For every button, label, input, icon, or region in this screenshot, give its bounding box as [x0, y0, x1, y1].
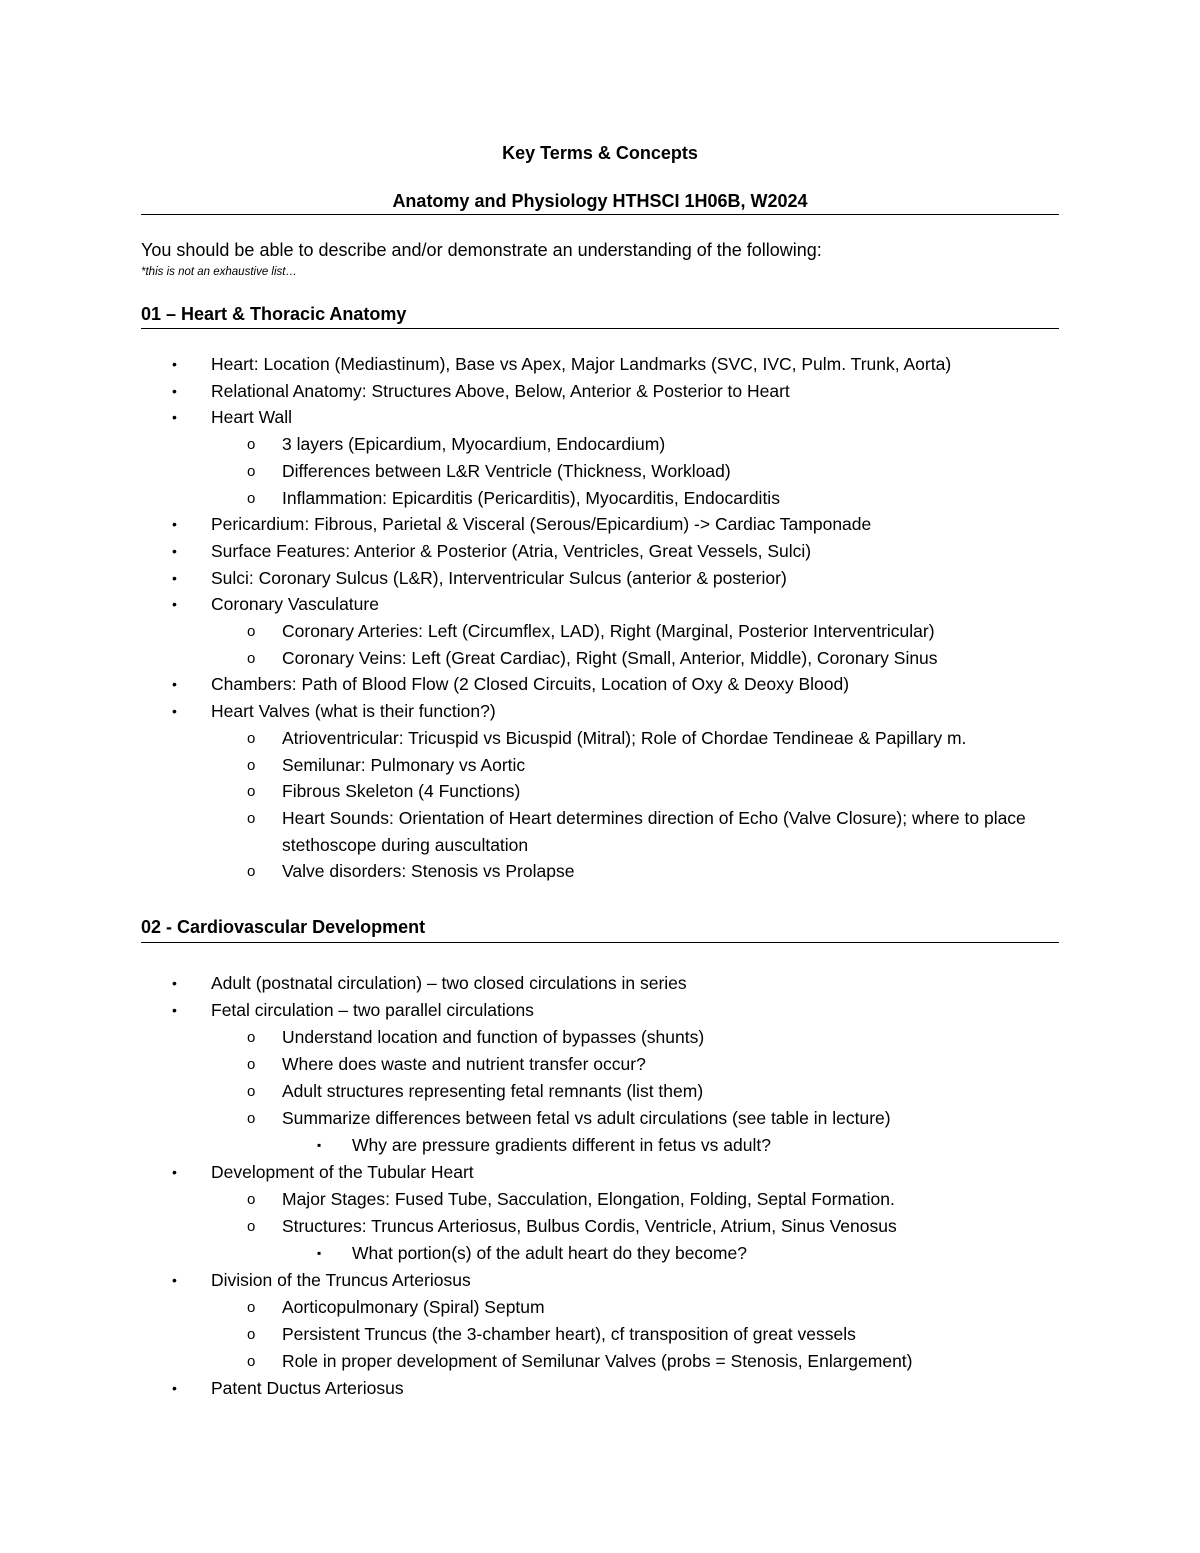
- list-marker: •: [172, 382, 177, 399]
- list-item-text: Development of the Tubular Heart: [211, 1162, 474, 1182]
- intro-text: You should be able to describe and/or demonstrate an understanding of the following:: [141, 240, 822, 260]
- list-item-text: Patent Ductus Arteriosus: [211, 1378, 404, 1398]
- list-marker: •: [172, 1164, 177, 1180]
- list-marker: o: [247, 1056, 256, 1073]
- list-item-text: Heart Sounds: Orientation of Heart determines direction of Echo (Valve Closure); where to place stethoscope during auscultation: [282, 807, 1026, 855]
- list-item-text: Role in proper development of Semilunar Valves (probs = Stenosis, Enlargement): [282, 1351, 913, 1371]
- list-item-text: Summarize differences between fetal vs adult circulations (see table in lecture): [282, 1108, 891, 1128]
- list-item-text: Why are pressure gradients different in fetus vs adult?: [352, 1135, 771, 1155]
- list-item-text: Atrioventricular: Tricuspid vs Bicuspid (Mitral); Role of Chordae Tendineae & Papillary m.: [282, 727, 967, 748]
- list-marker: o: [247, 436, 256, 454]
- list-item-text: Where does waste and nutrient transfer occur?: [282, 1054, 646, 1074]
- list-marker: o: [247, 489, 256, 507]
- list-marker: ▪: [317, 1246, 322, 1260]
- list-marker: o: [247, 1353, 256, 1370]
- list-item-text: Fetal circulation – two parallel circulations: [211, 1000, 534, 1020]
- list-marker: o: [247, 729, 256, 747]
- list-item-text: Aorticopulmonary (Spiral) Septum: [282, 1297, 545, 1317]
- section-heading-2: 02 - Cardiovascular Development: [141, 917, 426, 937]
- list-item-text: Adult (postnatal circulation) – two closed circulations in series: [211, 973, 687, 993]
- list-item-text: Understand location and function of bypasses (shunts): [282, 1027, 705, 1047]
- list-item-text: Persistent Truncus (the 3-chamber heart), cf transposition of great vessels: [282, 1324, 856, 1344]
- title-divider: [141, 214, 1059, 215]
- list-item-text: Coronary Veins: Left (Great Cardiac), Right (Small, Anterior, Middle), Coronary Sinus: [282, 647, 938, 668]
- list-marker: o: [247, 1299, 256, 1316]
- list-marker: o: [247, 863, 256, 881]
- list-marker: •: [172, 356, 177, 372]
- list-marker: •: [172, 703, 177, 720]
- list-marker: o: [247, 649, 256, 667]
- list-marker: o: [247, 1029, 256, 1046]
- section-heading-1: 01 – Heart & Thoracic Anatomy: [141, 304, 407, 324]
- list-item-text: Inflammation: Epicarditis (Pericarditis), Myocarditis, Endocarditis: [282, 487, 780, 508]
- list-marker: o: [247, 756, 256, 774]
- list-marker: •: [172, 596, 177, 613]
- list-item-text: What portion(s) of the adult heart do they become?: [352, 1243, 747, 1263]
- list-marker: •: [172, 516, 177, 533]
- list-marker: •: [172, 1380, 177, 1396]
- list-marker: •: [172, 542, 177, 559]
- list-marker: •: [172, 676, 177, 693]
- list-marker: •: [172, 975, 177, 991]
- list-marker: •: [172, 1272, 177, 1288]
- list-item-text: Differences between L&R Ventricle (Thickness, Workload): [282, 460, 731, 481]
- list-marker: o: [247, 1326, 256, 1343]
- list-marker: •: [172, 1002, 177, 1018]
- note-text: *this is not an exhaustive list…: [141, 266, 297, 278]
- list-marker: o: [247, 1083, 256, 1100]
- list-item-text: Structures: Truncus Arteriosus, Bulbus Cordis, Ventricle, Atrium, Sinus Venosus: [282, 1216, 897, 1236]
- list-item-text: Coronary Arteries: Left (Circumflex, LAD), Right (Marginal, Posterior Interventricular): [282, 621, 935, 641]
- list-item-text: Heart Valves (what is their function?): [211, 701, 496, 722]
- list-item-text: Pericardium: Fibrous, Parietal & Visceral (Serous/Epicardium) -> Cardiac Tamponade: [211, 514, 872, 535]
- list-marker: o: [247, 1191, 256, 1208]
- list-marker: •: [172, 409, 177, 426]
- list-marker: o: [247, 783, 256, 801]
- list-marker: o: [247, 1218, 256, 1235]
- list-marker: o: [247, 1110, 256, 1127]
- document-title: Key Terms & Concepts: [502, 143, 698, 163]
- list-item-text: Adult structures representing fetal remnants (list them): [282, 1081, 704, 1101]
- list-item-text: Heart Wall: [211, 407, 293, 428]
- list-item-text: Chambers: Path of Blood Flow (2 Closed Circuits, Location of Oxy & Deoxy Blood): [211, 674, 850, 695]
- list-item-text: Valve disorders: Stenosis vs Prolapse: [282, 861, 575, 882]
- document-subtitle: Anatomy and Physiology HTHSCI 1H06B, W2024: [392, 191, 808, 211]
- section-1-divider: [141, 328, 1059, 329]
- list-item-text: Major Stages: Fused Tube, Sacculation, Elongation, Folding, Septal Formation.: [282, 1189, 895, 1209]
- list-item-text: Relational Anatomy: Structures Above, Below, Anterior & Posterior to Heart: [211, 380, 790, 401]
- list-item-text: Fibrous Skeleton (4 Functions): [282, 781, 521, 802]
- list-item-text: Sulci: Coronary Sulcus (L&R), Interventricular Sulcus (anterior & posterior): [211, 567, 787, 588]
- list-item-text: Surface Features: Anterior & Posterior (Atria, Ventricles, Great Vessels, Sulci): [211, 540, 812, 561]
- list-item-text: Division of the Truncus Arteriosus: [211, 1270, 471, 1290]
- list-item-text: Semilunar: Pulmonary vs Aortic: [282, 754, 526, 775]
- list-marker: o: [247, 462, 256, 480]
- section-2-divider: [141, 942, 1059, 943]
- list-marker: •: [172, 569, 177, 586]
- list-item-text: Coronary Vasculature: [211, 594, 379, 615]
- list-item-text: Heart: Location (Mediastinum), Base vs Apex, Major Landmarks (SVC, IVC, Pulm. Trunk, Aorta): [211, 354, 952, 374]
- list-marker: o: [247, 623, 256, 640]
- list-marker: ▪: [317, 1138, 322, 1152]
- list-item-text: 3 layers (Epicardium, Myocardium, Endocardium): [282, 434, 666, 455]
- list-marker: o: [247, 809, 256, 827]
